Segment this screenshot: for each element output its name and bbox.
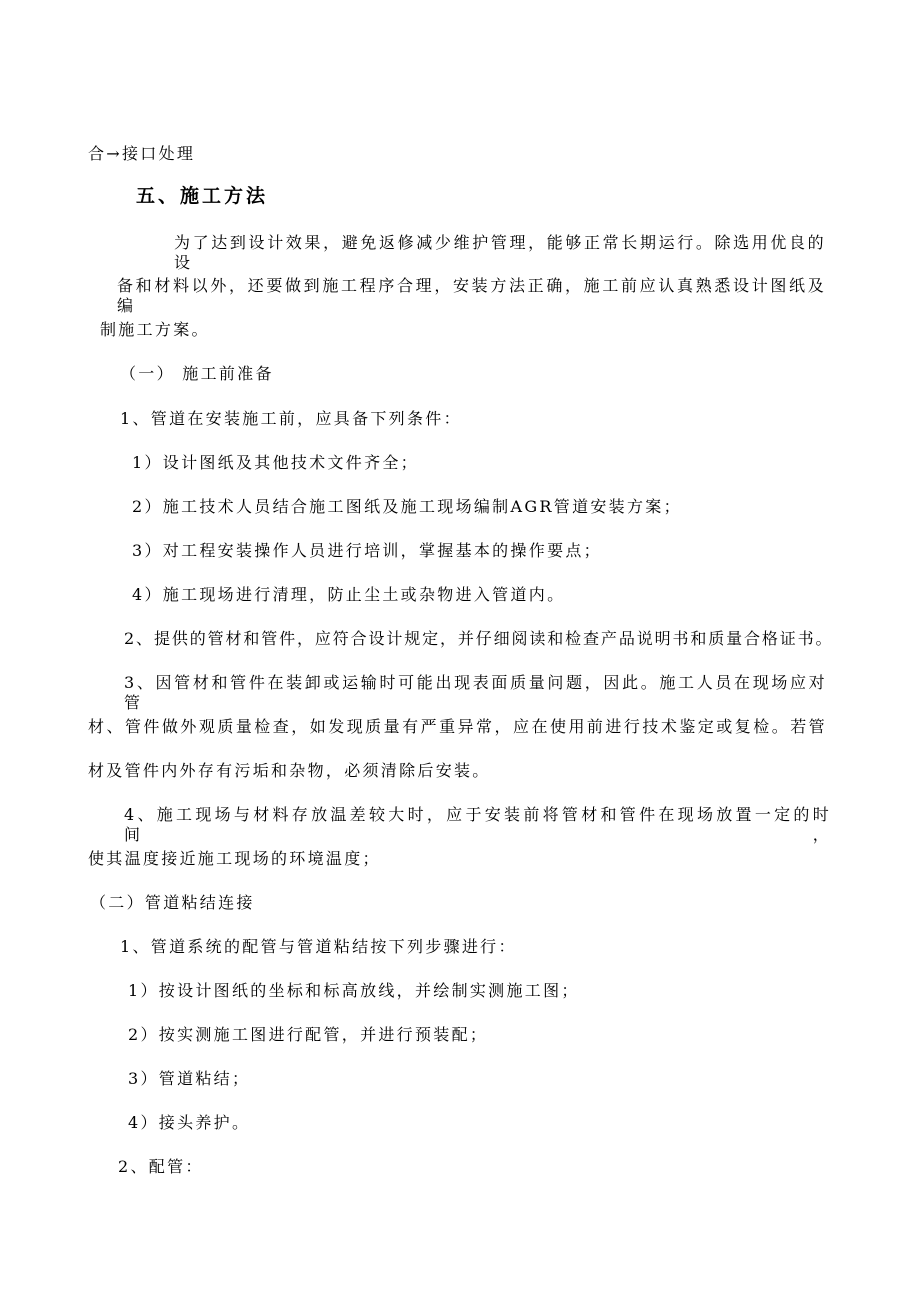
sub-item-1: 1）按设计图纸的坐标和标高放线，并绘制实测施工图；	[128, 981, 580, 1000]
sub-item-1: 1）设计图纸及其他技术文件齐全；	[132, 453, 419, 472]
intro-paragraph-line-3: 制施工方案。	[100, 320, 210, 339]
list-item-1: 1、管道系统的配管与管道粘结按下列步骤进行：	[120, 937, 517, 956]
subsection-title-bonding: （二）管道粘结连接	[90, 893, 255, 912]
intro-paragraph-line-1: 为了达到设计效果，避免返修减少维护管理，能够正常长期运行。除选用优良的设	[174, 233, 826, 272]
list-item-2: 2、配管：	[118, 1157, 204, 1176]
list-item-2: 2、提供的管材和管件，应符合设计规定，并仔细阅读和检查产品说明书和质量合格证书。	[124, 629, 832, 648]
intro-paragraph-line-2: 备和材料以外，还要做到施工程序合理，安装方法正确，施工前应认真熟悉设计图纸及编	[117, 276, 826, 315]
list-item-4-line-2: 使其温度接近施工现场的环境温度；	[88, 849, 381, 868]
sub-item-3: 3）管道粘结；	[128, 1069, 251, 1088]
continuation-text: 合→接口处理	[88, 144, 196, 163]
list-item-1: 1、管道在安装施工前，应具备下列条件：	[120, 409, 462, 428]
list-item-4-line-1: 4、施工现场与材料存放温差较大时，应于安装前将管材和管件在现场放置一定的时间，	[124, 805, 831, 844]
sub-item-3: 3）对工程安装操作人员进行培训，掌握基本的操作要点；	[132, 541, 602, 560]
list-item-3-line-1: 3、因管材和管件在装卸或运输时可能出现表面质量问题，因此。施工人员在现场应对管	[124, 673, 827, 712]
sub-item-4: 4）施工现场进行清理，防止尘土或杂物进入管道内。	[132, 585, 566, 604]
list-item-3-line-2: 材、管件做外观质量检查，如发现质量有严重异常，应在使用前进行技术鉴定或复检。若管	[88, 717, 827, 736]
sub-item-4: 4）接头养护。	[128, 1113, 251, 1132]
subsection-title-preparation: （一） 施工前准备	[120, 364, 274, 383]
list-item-3-line-3: 材及管件内外存有污垢和杂物，必须清除后安装。	[88, 761, 491, 780]
sub-item-2: 2）施工技术人员结合施工图纸及施工现场编制AGR管道安装方案；	[132, 497, 682, 516]
sub-item-2: 2）按实测施工图进行配管，并进行预装配；	[128, 1025, 489, 1044]
section-title: 五、施工方法	[136, 185, 269, 207]
